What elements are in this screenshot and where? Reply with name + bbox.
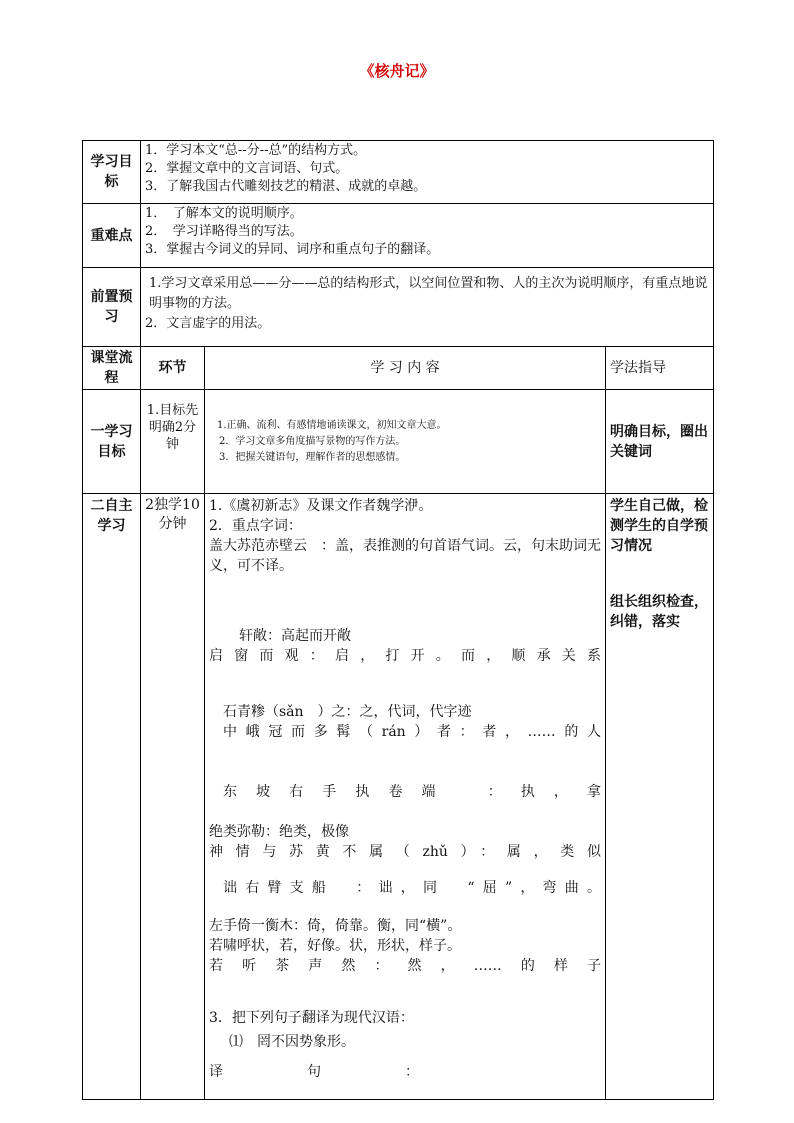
two-content (205, 494, 606, 1100)
row-key-points (83, 204, 714, 268)
label-one: 一学习目标 (83, 390, 141, 494)
one-content (205, 390, 606, 494)
key-points-content (141, 204, 714, 268)
header-flow: 课堂流程 (83, 347, 141, 390)
step-one: 1.目标先明确2分钟 (141, 390, 205, 494)
two-line: 轩敞：高起而开敞 (239, 628, 351, 644)
two-line: 左手倚一衡木：倚，倚靠。衡，同“横”。 (209, 918, 462, 934)
preview-item: 2．文言虚字的用法。 (145, 316, 271, 331)
preview-item: 1.学习文章采用总——分——总的结构形式，以空间位置和物、人的主次为说明顺序，有重点地说明事物的方法。 (149, 276, 708, 311)
two-line: 若听茶声然：然，……的样子 (209, 958, 601, 974)
preview-content (141, 268, 714, 347)
two-line: 神情与苏黄不属（zhǔ）：属，类似 (209, 844, 601, 860)
guide-two-2: 组长组织检查，纠错，落实 (610, 594, 708, 630)
label-key-points: 重难点 (83, 204, 141, 268)
page-title: 《核舟记》 (359, 62, 435, 80)
guide-one: 明确目标，圈出关键词 (606, 390, 714, 494)
one-item: 1.正确、流利、有感情地诵读课文，初知文章大意。 (217, 419, 447, 431)
two-line: 诎右臂支船 ：诎，同 “屈”，弯曲。 (223, 880, 601, 896)
two-line: 3．把下列句子翻译为现代汉语： (209, 1010, 414, 1026)
key-point-item: 3．掌握古今词义的异同、词序和重点句子的翻译。 (145, 242, 440, 257)
lesson-plan-table (82, 140, 714, 1100)
two-line: ⑴ 罔不因势象形。 (229, 1034, 355, 1050)
two-line: 2．重点字词： (209, 518, 302, 534)
label-preview: 前置预习 (83, 268, 141, 347)
one-item: 2．学习文章多角度描写景物的写作方法。 (219, 435, 406, 447)
goals-item: 2．掌握文章中的文言词语、句式。 (145, 161, 349, 176)
guide-two (606, 494, 714, 1100)
goals-item: 1．学习本文“总--分--总”的结构方式。 (145, 143, 367, 158)
goals-item: 3．了解我国古代雕刻技艺的精湛、成就的卓越。 (145, 179, 427, 194)
two-line: 东坡右手执卷端 ：执，拿 (223, 784, 601, 800)
two-line: 盖大苏范赤壁云 ：盖，表推测的句首语气词。云，句末助词无义，可不译。 (209, 538, 601, 574)
row-two (83, 494, 714, 1100)
two-line: 译 句 ： (209, 1064, 419, 1080)
one-item: 3．把握关键语句，理解作者的思想感情。 (219, 451, 406, 463)
goals-content (141, 141, 714, 204)
guide-two-1: 学生自己做，检测学生的自学预习情况 (610, 498, 708, 554)
header-step: 环节 (141, 347, 205, 390)
two-line: 石青糁（sǎn ）之：之，代词，代字迹 (223, 704, 472, 720)
two-line: 绝类弥勒：绝类，极像 (209, 824, 349, 840)
step-two: 2独学10分钟 (141, 494, 205, 1100)
row-one (83, 390, 714, 494)
row-goals (83, 141, 714, 204)
row-preview (83, 268, 714, 347)
header-guide: 学法指导 (606, 347, 714, 390)
two-line: 中峨冠而多髯（rán）者：者，……的人 (223, 724, 601, 740)
two-line: 若啸呼状，若，好像。状，形状，样子。 (209, 938, 461, 954)
header-content: 学 习 内 容 (205, 347, 606, 390)
key-point-item: 1． 了解本文的说明顺序。 (145, 206, 303, 221)
two-line: 启窗而观：启，打开。而，顺承关系 (209, 648, 601, 664)
two-line: 1.《虞初新志》及课文作者魏学洢。 (209, 498, 433, 514)
label-goals: 学习目标 (83, 141, 141, 204)
key-point-item: 2． 学习详略得当的写法。 (145, 224, 303, 239)
label-two: 二自主学习 (83, 494, 141, 1100)
row-header (83, 347, 714, 390)
